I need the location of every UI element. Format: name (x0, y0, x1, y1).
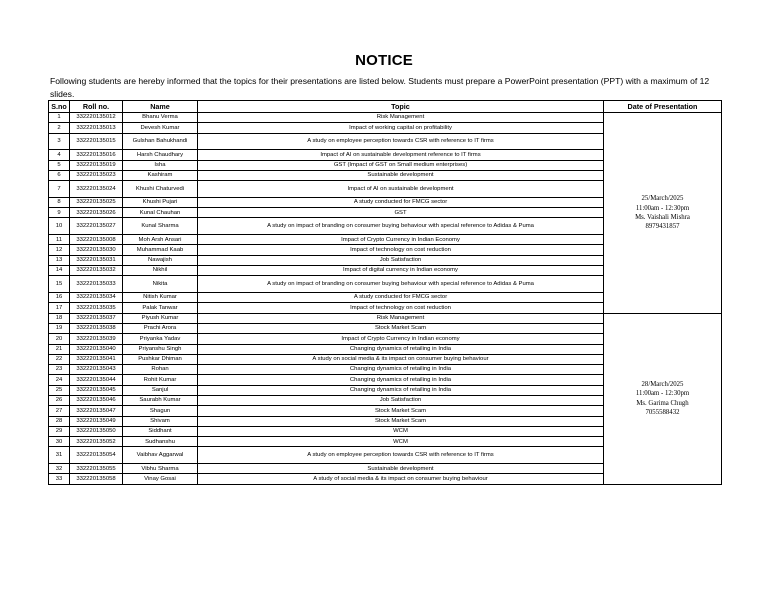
cell-topic: Impact of AI on sustainable development reference to IT firms (198, 150, 604, 160)
notice-intro: Following students are hereby informed that the topics for their presentations are listed below. Students must prepare a PowerPoint presentation (PPT) with a maximum of 12 slides. (50, 76, 710, 99)
cell-roll: 332220135034 (70, 293, 123, 303)
cell-topic: Changing dynamics of retailing in India (198, 385, 604, 395)
cell-topic: Changing dynamics of retailing in India (198, 375, 604, 385)
cell-roll: 332220135008 (70, 235, 123, 245)
cell-name: Nikhil (123, 266, 198, 276)
cell-roll: 332220135037 (70, 313, 123, 323)
cell-topic: A study conducted for FMCG sector (198, 293, 604, 303)
cell-topic: Impact of Crypto Currency in Indian Economy (198, 235, 604, 245)
cell-sno: 24 (49, 375, 70, 385)
cell-topic: Impact of AI on sustainable development (198, 181, 604, 198)
cell-roll: 332220135023 (70, 170, 123, 180)
cell-topic: Sustainable development (198, 170, 604, 180)
cell-sno: 15 (49, 276, 70, 293)
cell-roll: 332220135035 (70, 303, 123, 313)
cell-roll: 332220135049 (70, 416, 123, 426)
cell-topic: A study on employee perception towards CSR with reference to IT firms (198, 133, 604, 150)
cell-topic: Job Satisfaction (198, 395, 604, 405)
cell-name: Saurabh Kumar (123, 395, 198, 405)
cell-topic: Stock Market Scam (198, 416, 604, 426)
cell-name: Rohit Kumar (123, 375, 198, 385)
cell-sno: 3 (49, 133, 70, 150)
cell-roll: 332220135024 (70, 181, 123, 198)
cell-topic: Stock Market Scam (198, 406, 604, 416)
cell-topic: A study of social media & its impact on consumer buying behaviour (198, 474, 604, 484)
cell-roll: 332220135046 (70, 395, 123, 405)
cell-sno: 9 (49, 208, 70, 218)
cell-name: Palak Tanwar (123, 303, 198, 313)
cell-sno: 23 (49, 365, 70, 375)
cell-name: Moh Arsh Ansari (123, 235, 198, 245)
header-topic: Topic (198, 101, 604, 113)
presentation-schedule-cell (604, 313, 722, 484)
cell-name: Isha (123, 160, 198, 170)
cell-roll: 332220135041 (70, 354, 123, 364)
header-roll: Roll no. (70, 101, 123, 113)
cell-topic: A study on social media & its impact on consumer buying behaviour (198, 354, 604, 364)
cell-sno: 5 (49, 160, 70, 170)
cell-name: Vinay Gosai (123, 474, 198, 484)
cell-topic: Job Satisfaction (198, 255, 604, 265)
notice-title: NOTICE (355, 52, 413, 69)
cell-roll: 332220135039 (70, 334, 123, 344)
cell-sno: 14 (49, 266, 70, 276)
cell-name: Devesh Kumar (123, 123, 198, 133)
cell-sno: 7 (49, 181, 70, 198)
schedule-time: 11:00am - 12:30pm (635, 204, 690, 212)
presentation-schedule-cell (604, 113, 722, 314)
cell-name: Piyush Kumar (123, 313, 198, 323)
cell-name: Kunal Sharma (123, 218, 198, 235)
cell-name: Vaibhav Aggarwal (123, 447, 198, 464)
cell-name: Bhanu Verma (123, 113, 198, 123)
cell-roll: 332220135047 (70, 406, 123, 416)
cell-sno: 1 (49, 113, 70, 123)
cell-name: Shivam (123, 416, 198, 426)
cell-name: Nawajish (123, 255, 198, 265)
header-sno: S.no (49, 101, 70, 113)
cell-sno: 13 (49, 255, 70, 265)
schedule-phone: 8979431857 (645, 223, 680, 230)
cell-roll: 332220135015 (70, 133, 123, 150)
cell-name: Shagun (123, 406, 198, 416)
cell-topic: A study on impact of branding on consumer buying behaviour with special reference to Adidas & Puma (198, 218, 604, 235)
cell-name: Vibhu Sharma (123, 464, 198, 474)
cell-roll: 332220135055 (70, 464, 123, 474)
presentation-table (48, 100, 722, 485)
cell-roll: 332220135031 (70, 255, 123, 265)
cell-topic: Sustainable development (198, 464, 604, 474)
schedule-date: 28/March/2025 (641, 381, 684, 389)
cell-sno: 32 (49, 464, 70, 474)
cell-roll: 332220135054 (70, 447, 123, 464)
cell-topic: Changing dynamics of retailing in India (198, 365, 604, 375)
cell-name: Khushi Pujari (123, 197, 198, 207)
cell-roll: 332220135019 (70, 160, 123, 170)
cell-sno: 25 (49, 385, 70, 395)
cell-roll: 332220135027 (70, 218, 123, 235)
header-name: Name (123, 101, 198, 113)
cell-topic: A study conducted for FMCG sector (198, 197, 604, 207)
cell-topic: WCM (198, 426, 604, 436)
cell-sno: 28 (49, 416, 70, 426)
table-row (49, 313, 722, 323)
cell-topic: Impact of technology on cost reduction (198, 303, 604, 313)
cell-topic: GST (Impact of GST on Small medium enterprises) (198, 160, 604, 170)
cell-sno: 12 (49, 245, 70, 255)
cell-name: Sanjul (123, 385, 198, 395)
cell-roll: 332220135012 (70, 113, 123, 123)
cell-topic: A study on employee perception towards CSR with reference to IT firms (198, 447, 604, 464)
cell-sno: 21 (49, 344, 70, 354)
cell-sno: 6 (49, 170, 70, 180)
cell-topic: Impact of working capital on profitability (198, 123, 604, 133)
cell-roll: 332220135045 (70, 385, 123, 395)
cell-roll: 332220135033 (70, 276, 123, 293)
cell-sno: 16 (49, 293, 70, 303)
header-date: Date of Presentation (604, 101, 722, 113)
cell-topic: GST (198, 208, 604, 218)
cell-sno: 26 (49, 395, 70, 405)
cell-sno: 29 (49, 426, 70, 436)
cell-sno: 31 (49, 447, 70, 464)
cell-topic: Stock Market Scam (198, 323, 604, 333)
cell-roll: 332220135032 (70, 266, 123, 276)
cell-roll: 332220135026 (70, 208, 123, 218)
cell-sno: 22 (49, 354, 70, 364)
cell-roll: 332220135050 (70, 426, 123, 436)
cell-roll: 332220135025 (70, 197, 123, 207)
table-row (49, 113, 722, 123)
cell-sno: 27 (49, 406, 70, 416)
cell-name: Gulshan Bahukhandi (123, 133, 198, 150)
cell-name: Siddhant (123, 426, 198, 436)
cell-sno: 18 (49, 313, 70, 323)
cell-roll: 332220135040 (70, 344, 123, 354)
cell-name: Priyanshu Singh (123, 344, 198, 354)
cell-sno: 10 (49, 218, 70, 235)
cell-roll: 332220135044 (70, 375, 123, 385)
cell-topic: WCM (198, 437, 604, 447)
cell-topic: Risk Management (198, 313, 604, 323)
cell-name: Prachi Arora (123, 323, 198, 333)
cell-roll: 332220135030 (70, 245, 123, 255)
cell-sno: 30 (49, 437, 70, 447)
cell-name: Priyanka Yadav (123, 334, 198, 344)
cell-sno: 2 (49, 123, 70, 133)
cell-roll: 332220135052 (70, 437, 123, 447)
cell-sno: 33 (49, 474, 70, 484)
cell-sno: 19 (49, 323, 70, 333)
cell-name: Nikita (123, 276, 198, 293)
cell-topic: Impact of technology on cost reduction (198, 245, 604, 255)
cell-name: Nitish Kumar (123, 293, 198, 303)
table-header-row (49, 101, 722, 113)
cell-sno: 4 (49, 150, 70, 160)
cell-sno: 17 (49, 303, 70, 313)
cell-roll: 332220135038 (70, 323, 123, 333)
cell-sno: 20 (49, 334, 70, 344)
cell-name: Pushkar Dhiman (123, 354, 198, 364)
cell-roll: 332220135043 (70, 365, 123, 375)
cell-name: Sudhanshu (123, 437, 198, 447)
cell-name: Kunal Chauhan (123, 208, 198, 218)
cell-topic: Risk Management (198, 113, 604, 123)
schedule-faculty: Ms. Garima Chugh (636, 399, 689, 407)
cell-name: Rohan (123, 365, 198, 375)
schedule-time: 11:00am - 12:30pm (635, 390, 690, 398)
cell-sno: 11 (49, 235, 70, 245)
schedule-faculty: Ms. Vaishali Mishra (635, 213, 690, 221)
cell-name: Harsh Chaudhary (123, 150, 198, 160)
cell-roll: 332220135013 (70, 123, 123, 133)
cell-topic: A study on impact of branding on consumer buying behaviour with special reference to Adidas & Puma (198, 276, 604, 293)
cell-topic: Changing dynamics of retailing in India (198, 344, 604, 354)
cell-topic: Impact of digital currency in Indian economy (198, 266, 604, 276)
cell-name: Kashiram (123, 170, 198, 180)
schedule-date: 25/March/2025 (641, 195, 684, 203)
table-body (49, 113, 722, 485)
cell-topic: Impact of Crypto Currency in Indian economy (198, 334, 604, 344)
cell-sno: 8 (49, 197, 70, 207)
cell-roll: 332220135058 (70, 474, 123, 484)
cell-roll: 332220135016 (70, 150, 123, 160)
cell-name: Muhammad Kaab (123, 245, 198, 255)
cell-name: Khushi Chaturvedi (123, 181, 198, 198)
schedule-phone: 7055588432 (645, 408, 680, 416)
